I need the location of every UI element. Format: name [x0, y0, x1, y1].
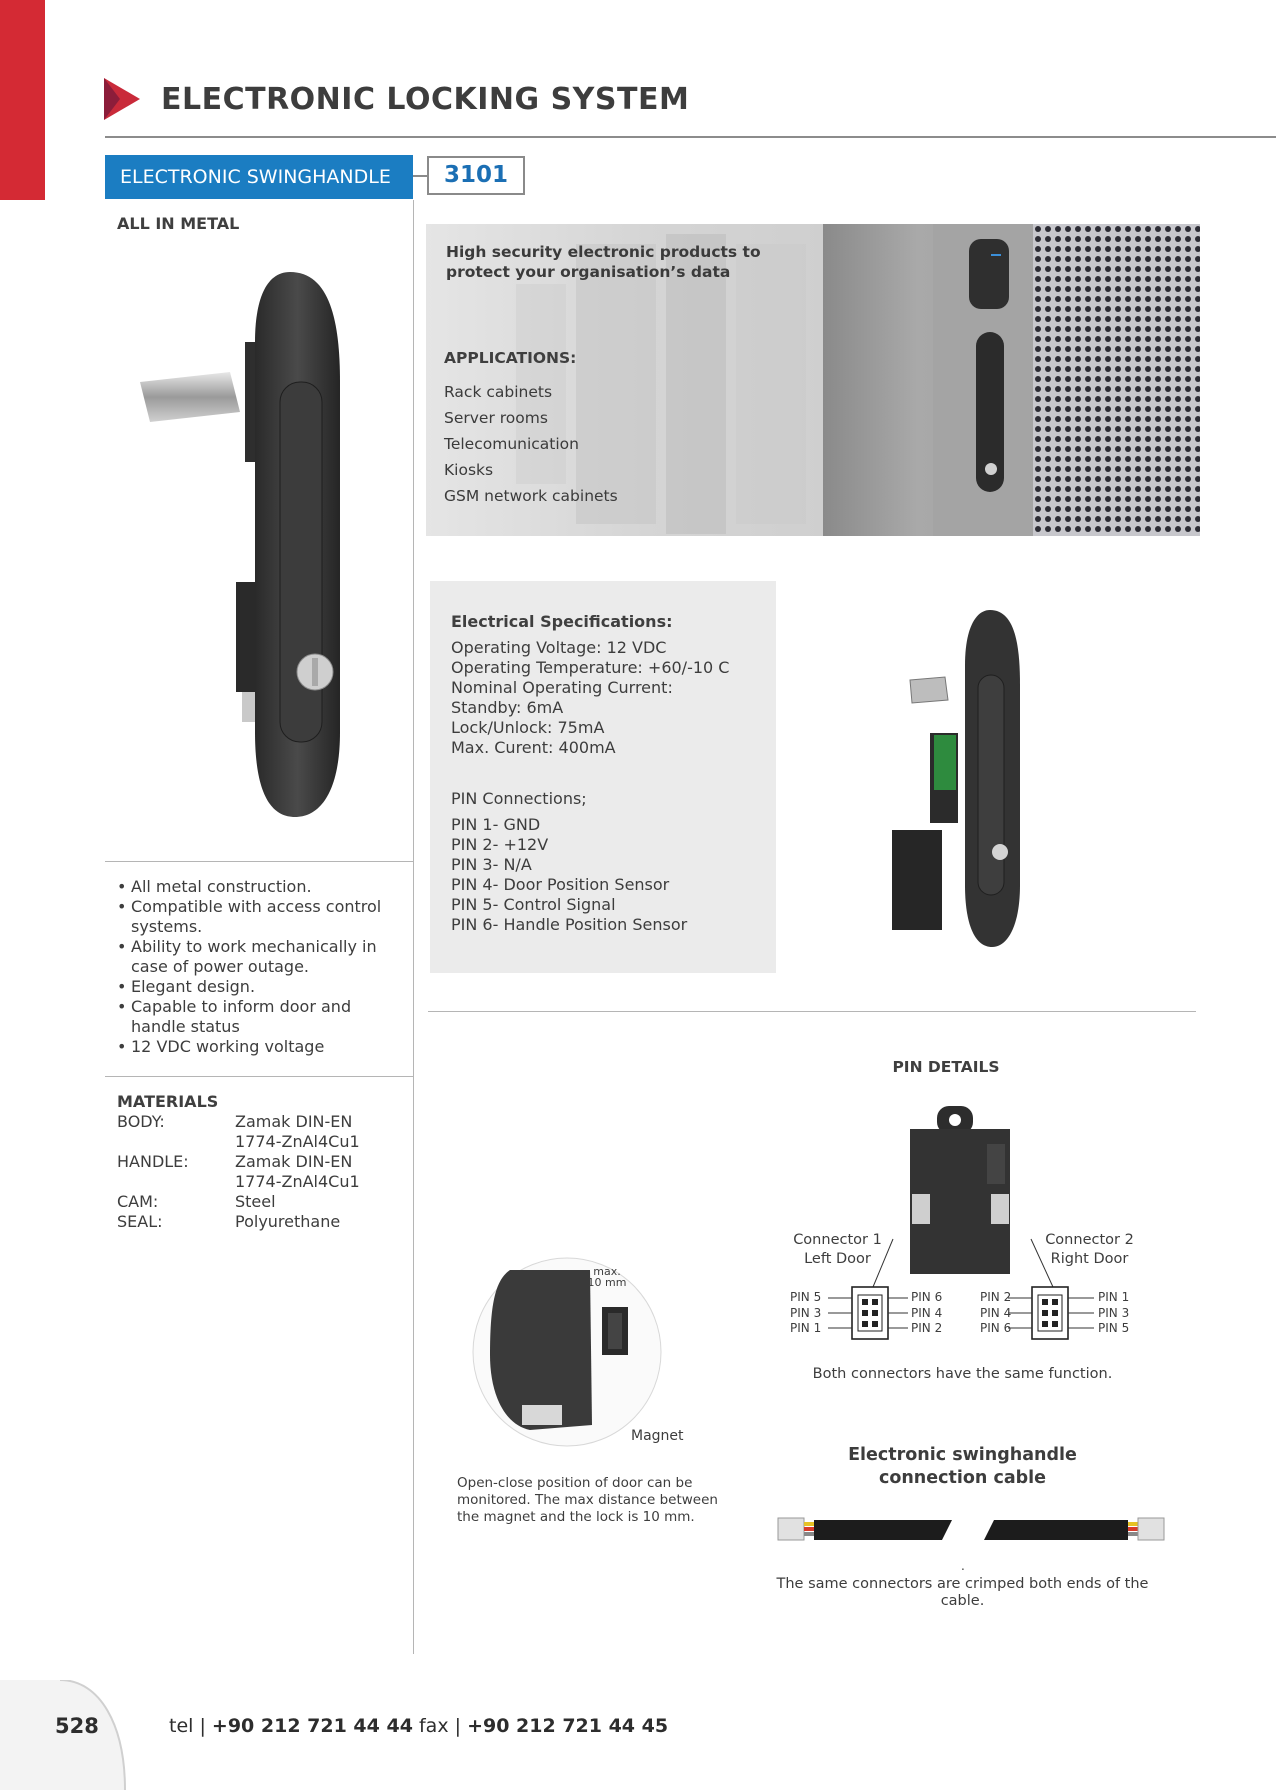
red-arrow-icon	[104, 78, 140, 120]
materials-block	[117, 1092, 407, 1232]
applications-hero-image	[426, 224, 1200, 536]
magnet-label: Magnet	[631, 1428, 684, 1444]
left-divider-2	[105, 1076, 413, 1077]
title-divider	[105, 136, 1276, 138]
hero-tagline: High security electronic products to protect your organisation’s data	[446, 243, 761, 281]
specs-heading: Electrical Specifications:	[451, 612, 673, 631]
material-row: BODY: Zamak DIN-EN 1774-ZnAl4Cu1	[117, 1112, 360, 1151]
red-corner-bar	[0, 0, 45, 200]
c2-right-pins: PIN 1 PIN 3 PIN 5	[1098, 1290, 1130, 1335]
electrical-specs-box	[430, 581, 776, 973]
connection-cable-image	[776, 1512, 1166, 1548]
max-distance-label: max. 10 mm	[587, 1265, 627, 1289]
page-title: ELECTRONIC LOCKING SYSTEM	[161, 82, 690, 117]
pin-connections-list: PIN 1- GND PIN 2- +12V PIN 3- N/A PIN 4- Door Position Sensor PIN 5- Control Signal PIN 6- Handle Position Sensor	[451, 815, 688, 934]
c2-left-pins: PIN 2 PIN 4 PIN 6	[980, 1290, 1012, 1335]
material-row: CAM: Steel	[117, 1192, 276, 1211]
pin-connections-heading: PIN Connections;	[451, 789, 587, 808]
applications-list	[444, 379, 618, 509]
materials-heading: MATERIALS	[117, 1092, 219, 1111]
handle-with-pcb-image	[890, 605, 1030, 950]
section-label: ALL IN METAL	[117, 214, 240, 233]
material-row: HANDLE: Zamak DIN-EN 1774-ZnAl4Cu1	[117, 1152, 360, 1191]
cable-note: The same connectors are crimped both ends of the cable.	[776, 1576, 1149, 1609]
c1-right-pins: PIN 6 PIN 4 PIN 2	[911, 1290, 943, 1335]
application-item: Server rooms	[444, 409, 548, 427]
applications-heading: APPLICATIONS:	[444, 349, 577, 367]
feature-item: • Compatible with access control systems.	[117, 897, 407, 937]
magnet-detail-image	[470, 1255, 665, 1450]
material-row: SEAL: Polyurethane	[117, 1212, 341, 1231]
left-divider-1	[105, 861, 413, 862]
magnet-caption: Open-close position of door can be monitored. The max distance between the magnet and the lock is 10 mm.	[457, 1475, 718, 1525]
feature-item: • 12 VDC working voltage	[117, 1037, 407, 1057]
footer-contact: tel | +90 212 721 44 44 fax | +90 212 721 44 45	[169, 1715, 669, 1737]
cabinet-door-photo	[823, 224, 1200, 536]
feature-item: • Elegant design.	[117, 977, 407, 997]
connector1-label: Connector 1 Left Door	[793, 1232, 882, 1267]
application-item: GSM network cabinets	[444, 487, 618, 505]
cable-heading: Electronic swinghandle connection cable	[848, 1445, 1077, 1488]
pin-details-note: Both connectors have the same function.	[812, 1366, 1113, 1382]
swinghandle-product-image	[130, 262, 370, 822]
connector2-label: Connector 2 Right Door	[1045, 1232, 1134, 1267]
feature-item: • Ability to work mechanically in case of power outage.	[117, 937, 407, 977]
feature-item: • All metal construction.	[117, 877, 407, 897]
right-divider	[428, 1011, 1196, 1012]
feature-list	[117, 877, 407, 1057]
column-divider	[413, 200, 414, 1654]
cable-dot: .	[961, 1559, 965, 1573]
application-item: Telecomunication	[444, 435, 579, 453]
c1-left-pins: PIN 5 PIN 3 PIN 1	[790, 1290, 822, 1335]
feature-item: • Capable to inform door and handle status	[117, 997, 407, 1037]
product-tab: ELECTRONIC SWINGHANDLE	[105, 155, 413, 199]
application-item: Rack cabinets	[444, 383, 553, 401]
application-item: Kiosks	[444, 461, 494, 479]
product-code: 3101	[427, 156, 525, 195]
specs-lines: Operating Voltage: 12 VDC Operating Temperature: +60/-10 C Nominal Operating Current: Standby: 6mA Lock/Unlock: 75mA Max. Curent: 400mA	[451, 638, 730, 757]
page-number: 528	[55, 1714, 99, 1738]
pin-details-heading: PIN DETAILS	[892, 1058, 1000, 1076]
tab-connector-line	[413, 175, 427, 177]
